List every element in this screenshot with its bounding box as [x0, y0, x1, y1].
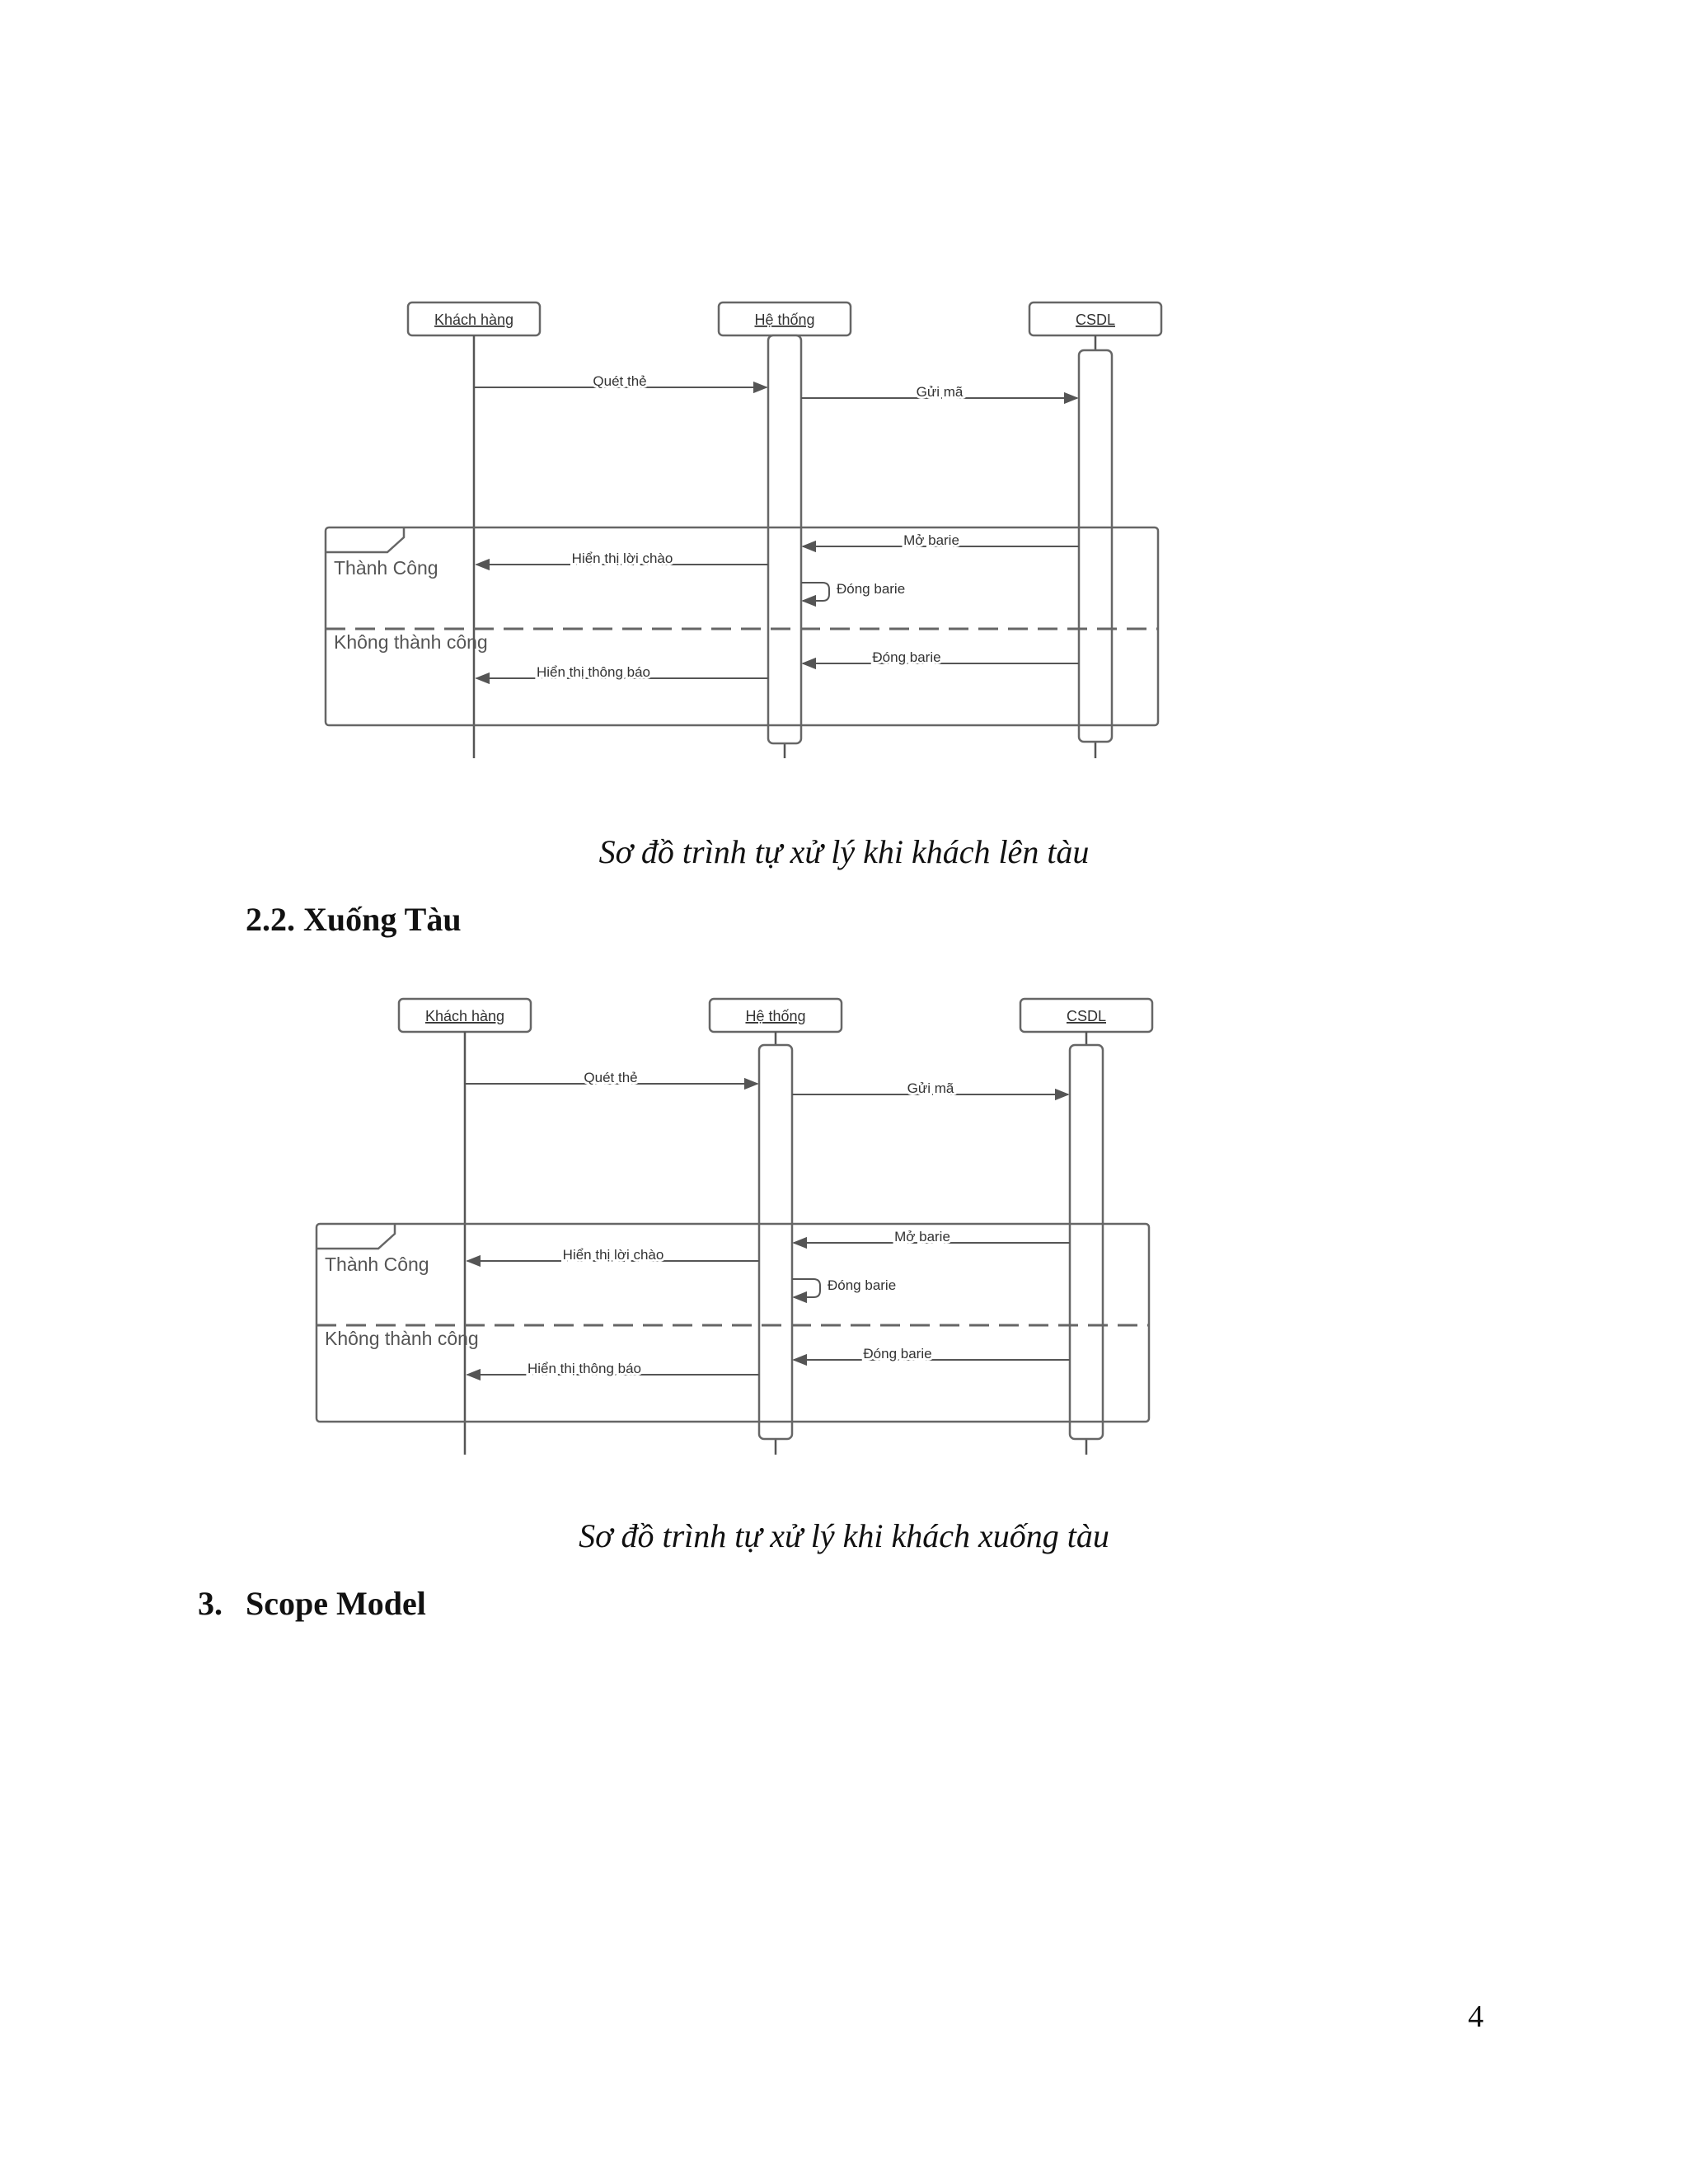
- sequence-diagram-svg: [304, 989, 1161, 1467]
- message-arrow-self-close-barrier: [801, 583, 829, 601]
- message-label-self-close-barrier: Đóng barie: [837, 581, 906, 597]
- figure-caption-boarding: Sơ đồ trình tự xử lý khi khách lên tàu: [598, 833, 1090, 870]
- activation-database: [1070, 1045, 1103, 1439]
- guard-success: Thành Công: [334, 557, 438, 579]
- guard-failure: Không thành công: [325, 1328, 479, 1349]
- section-number: 2.2.: [246, 901, 295, 938]
- message-arrow-self-close-barrier: [792, 1279, 820, 1297]
- message-label-scan-card: Quét thẻ: [593, 373, 647, 389]
- alt-frame-tab: [326, 527, 404, 552]
- alt-frame-tab: [316, 1224, 395, 1249]
- guard-success: Thành Công: [325, 1254, 429, 1275]
- alt-frame: [316, 1224, 1149, 1422]
- message-label-self-close-barrier: Đóng barie: [828, 1277, 897, 1293]
- message-label-show-greeting: Hiển thị lời chào: [562, 1247, 664, 1263]
- activation-system: [768, 335, 801, 743]
- message-label-scan-card: Quét thẻ: [584, 1070, 638, 1085]
- message-label-show-notice: Hiển thị thông báo: [537, 664, 650, 680]
- participant-customer-label: Khách hàng: [424, 1008, 505, 1024]
- sequence-diagram-boarding: [313, 293, 1170, 771]
- message-label-send-code: Gửi mã: [916, 384, 964, 400]
- section-heading-2-2: [246, 900, 462, 939]
- message-label-close-barrier: Đóng barie: [872, 649, 941, 665]
- activation-system: [759, 1045, 792, 1439]
- message-label-show-greeting: Hiển thị lời chào: [571, 551, 673, 566]
- participant-database-label: CSDL: [1075, 312, 1116, 328]
- message-label-close-barrier: Đóng barie: [863, 1346, 932, 1361]
- participant-system-label: Hệ thống: [754, 312, 815, 328]
- alt-frame: [326, 527, 1158, 725]
- guard-failure: Không thành công: [334, 631, 488, 653]
- figure-caption-alighting: Sơ đồ trình tự xử lý khi khách xuống tàu: [579, 1517, 1109, 1554]
- section-title: Xuống Tàu: [303, 901, 462, 938]
- section-number: 3.: [198, 1585, 223, 1622]
- section-heading-3: [198, 1584, 426, 1623]
- message-label-open-barrier: Mở barie: [903, 532, 959, 548]
- message-label-send-code: Gửi mã: [907, 1080, 954, 1096]
- participant-customer-label: Khách hàng: [434, 312, 514, 328]
- activation-database: [1079, 350, 1112, 742]
- message-label-open-barrier: Mở barie: [894, 1229, 950, 1244]
- page-number: 4: [1468, 1999, 1484, 2034]
- participant-system-label: Hệ thống: [745, 1008, 806, 1024]
- sequence-diagram-svg: [313, 293, 1170, 771]
- sequence-diagram-alighting: [304, 989, 1161, 1467]
- section-title: Scope Model: [246, 1585, 426, 1622]
- participant-database-label: CSDL: [1066, 1008, 1107, 1024]
- message-label-show-notice: Hiển thị thông báo: [528, 1361, 641, 1376]
